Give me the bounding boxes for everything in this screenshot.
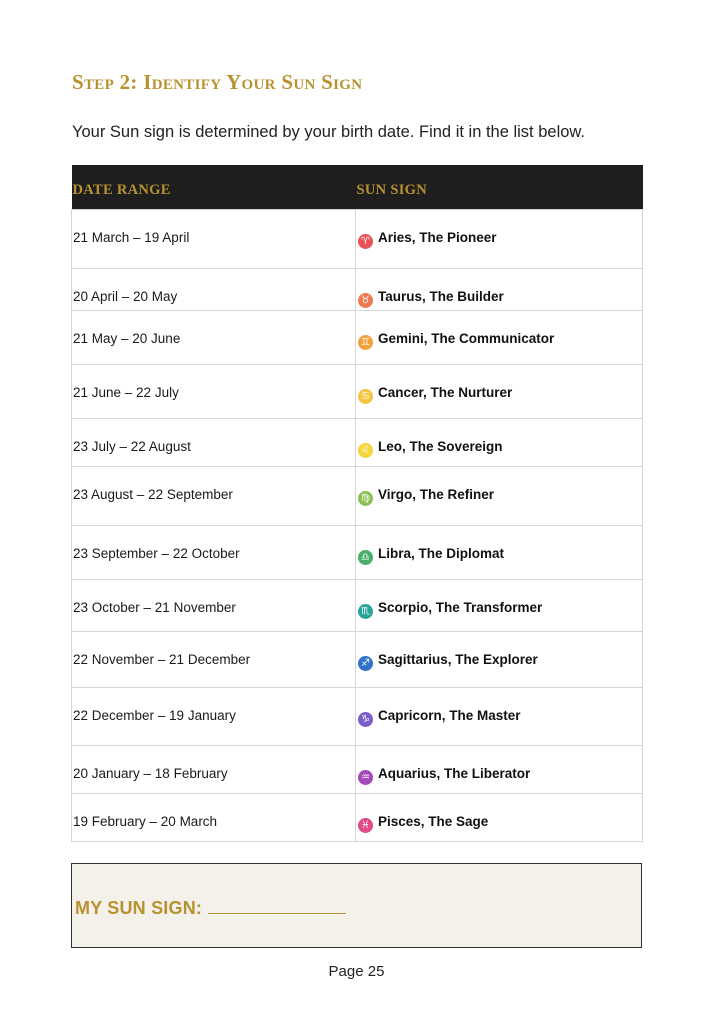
date-range-cell: 21 June – 22 July <box>72 364 356 418</box>
header-sun-sign: SUN SIGN <box>356 165 643 209</box>
sun-sign-label: Taurus, The Builder <box>378 288 504 304</box>
table-row <box>72 793 643 841</box>
sun-sign-cell <box>356 525 643 579</box>
intro-text: Your Sun sign is determined by your birth date. Find it in the list below. <box>72 123 586 141</box>
sun-sign-label: Aries, The Pioneer <box>378 229 497 245</box>
table-row <box>72 525 643 579</box>
gemini-icon: ♊ <box>358 335 373 350</box>
sun-sign-cell <box>356 579 643 631</box>
date-range-cell: 21 March – 19 April <box>72 209 356 268</box>
sun-sign-cell <box>356 209 643 268</box>
sun-sign-label: Libra, The Diplomat <box>378 545 505 561</box>
date-range-cell: 21 May – 20 June <box>72 310 356 364</box>
table-row <box>72 466 643 525</box>
sun-sign-label: Cancer, The Nurturer <box>378 384 513 400</box>
date-range-cell: 23 September – 22 October <box>72 525 356 579</box>
sun-sign-label: Leo, The Sovereign <box>378 438 503 454</box>
date-range-cell: 20 April – 20 May <box>72 268 356 310</box>
pisces-icon: ♓ <box>358 818 373 833</box>
sun-sign-label: Virgo, The Refiner <box>378 486 495 502</box>
table-row <box>72 418 643 466</box>
date-range-cell: 22 November – 21 December <box>72 631 356 687</box>
cancer-icon: ♋ <box>358 389 373 404</box>
date-range-cell: 23 July – 22 August <box>72 418 356 466</box>
table-row <box>72 209 643 268</box>
libra-icon: ♎ <box>358 550 373 565</box>
taurus-icon: ♉ <box>358 293 373 308</box>
sun-sign-cell <box>356 310 643 364</box>
sun-sign-cell <box>356 364 643 418</box>
table-row <box>72 310 643 364</box>
table-header-row <box>72 165 643 209</box>
date-range-cell: 19 February – 20 March <box>72 793 356 841</box>
virgo-icon: ♍ <box>358 491 373 506</box>
table-row <box>72 579 643 631</box>
my-sun-sign-box <box>71 863 642 948</box>
header-date-range: DATE RANGE <box>72 165 356 209</box>
sun-sign-cell <box>356 687 643 745</box>
sun-sign-label: Aquarius, The Liberator <box>378 765 531 781</box>
sun-sign-cell <box>356 631 643 687</box>
aquarius-icon: ♒ <box>358 770 373 785</box>
leo-icon: ♌ <box>358 443 373 458</box>
capricorn-icon: ♑ <box>358 712 373 727</box>
table-row <box>72 745 643 793</box>
sun-sign-cell <box>356 793 643 841</box>
sun-sign-label: Sagittarius, The Explorer <box>378 651 538 667</box>
sun-sign-label: Scorpio, The Transformer <box>378 599 543 615</box>
sun-sign-cell <box>356 466 643 525</box>
table-row <box>72 364 643 418</box>
sun-sign-cell <box>356 268 643 310</box>
sun-sign-cell <box>356 418 643 466</box>
sun-sign-cell <box>356 745 643 793</box>
my-sun-sign-label: MY SUN SIGN: <box>75 896 346 919</box>
page-number: Page 25 <box>328 963 385 980</box>
sun-sign-label: Capricorn, The Master <box>378 707 521 723</box>
table-row <box>72 268 643 310</box>
sagittarius-icon: ♐ <box>358 656 373 671</box>
date-range-cell: 23 August – 22 September <box>72 466 356 525</box>
aries-icon: ♈ <box>358 234 373 249</box>
sun-sign-table <box>71 165 643 842</box>
date-range-cell: 23 October – 21 November <box>72 579 356 631</box>
table-row <box>72 631 643 687</box>
date-range-cell: 22 December – 19 January <box>72 687 356 745</box>
section-heading: Step 2: Identify Your Sun Sign <box>72 70 363 94</box>
sun-sign-label: Gemini, The Communicator <box>378 330 555 346</box>
my-sun-sign-blank-line[interactable] <box>208 896 346 914</box>
date-range-cell: 20 January – 18 February <box>72 745 356 793</box>
table-row <box>72 687 643 745</box>
sun-sign-label: Pisces, The Sage <box>378 813 489 829</box>
scorpio-icon: ♏ <box>358 604 373 619</box>
